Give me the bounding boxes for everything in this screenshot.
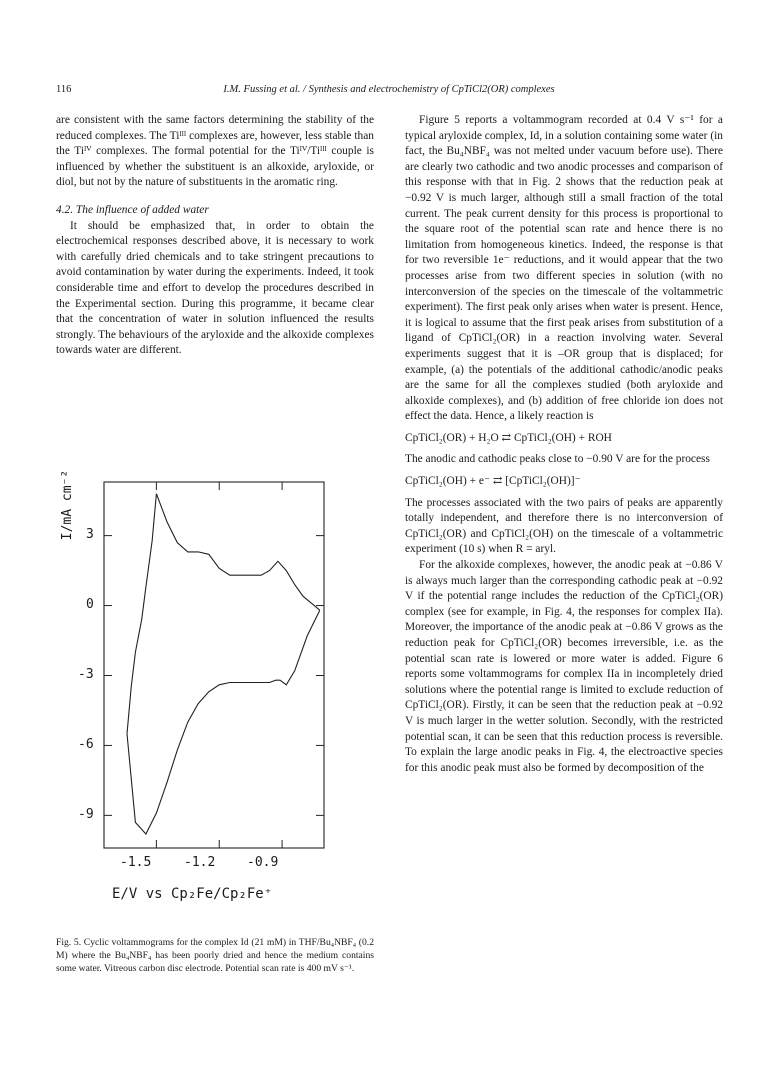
running-head: I.M. Fussing et al. / Synthesis and electrochemistry of CpTiCl2(OR) complexes	[223, 84, 555, 95]
plot-frame	[104, 482, 324, 848]
section-title: 4.2. The influence of added water	[56, 203, 209, 216]
page-number: 116	[56, 84, 72, 95]
right-paragraph-2: The anodic and cathodic peaks close to −0.90 V are for the process	[405, 453, 710, 466]
figure-5	[56, 468, 374, 928]
forward-scan-line	[127, 610, 320, 834]
figure-caption: Fig. 5. Cyclic voltammograms for the complex Id (21 mM) in THF/Bu₄NBF₄ (0.2 M) where the Bu₄NBF₄ has been poorly dried and hence the medium contains some water. Vitreous carbon disc electrode. Potential scan rate is 400 mV s⁻¹.	[56, 937, 374, 974]
y-tick-0: 0	[86, 597, 94, 612]
left-paragraph-2: It should be emphasized that, in order to obtain the electrochemical responses described above, it is necessary to work with carefully dried chemicals and to take stringent precautions to avoid contamination by water during the experiments. Indeed, it took considerable time and effort to develop the procedures described in the Experimental section. During this programme, it became clear that the concentration of water in solution influenced the results strongly. The behaviours of the aryloxide and the alkoxide complexes towards water are different.	[56, 219, 374, 357]
right-paragraph-4: For the alkoxide complexes, however, the anodic peak at −0.86 V is always much larger than the corresponding cathodic peak at −0.92 V if the potential range includes the reduction of the CpTiCl₂(OR) complex (see for example, in Fig. 4, the responses for complex IIa). Moreover, the importance of the anodic peak at −0.86 V grows as the reduction peak for CpTiCl₂(OR) becomes irreversible, i.e. as the potential scan rate is lowered or more water is added. Figure 6 reports some voltammograms for complex IIa in incompletely dried solutions where the potential range is limited to exclude reduction of CpTiCl₂(OR). Firstly, it can be seen that the reduction peak at −0.92 V is much larger in the wetter solution. Secondly, with the restricted potential scan, it can be seen that this reduction process is reversible. To explain the large anodic peaks in Fig. 4, the electroactive species for this anodic peak must also be formed by decomposition of the	[405, 559, 723, 774]
x-tick-minus-0-9: -0.9	[247, 855, 279, 870]
right-column	[405, 113, 723, 776]
x-tick-minus-1-2: -1.2	[184, 855, 216, 870]
left-column	[56, 113, 374, 359]
reverse-scan-line	[127, 494, 320, 734]
y-axis-label: I/mA cm⁻²	[60, 469, 75, 541]
y-tick-minus-9: -9	[78, 807, 94, 822]
page-header	[56, 84, 722, 100]
y-tick-minus-6: -6	[78, 737, 94, 752]
x-axis-label: E/V vs Cp₂Fe/Cp₂Fe⁺	[112, 886, 273, 902]
right-paragraph-3: The processes associated with the two pairs of peaks are apparently totally independent, and therefore there is no interconversion of CpTiCl₂(OR) and CpTiCl₂(OH) on the timescale of a voltammetric experiment (10 s) when R = aryl.	[405, 496, 723, 556]
x-tick-minus-1-5: -1.5	[120, 855, 152, 870]
y-tick-3: 3	[86, 527, 94, 542]
equation-2: CpTiCl₂(OH) + e⁻ ⇄ [CpTiCl₂(OH)]⁻	[405, 475, 581, 488]
axis-ticks	[104, 482, 324, 848]
equation-1: CpTiCl₂(OR) + H₂O ⇄ CpTiCl₂(OH) + ROH	[405, 431, 612, 444]
left-paragraph-1: are consistent with the same factors determining the stability of the reduced complexes. The Tiᴵᴵᴵ complexes are, however, less stable than the Tiᴵⱽ complexes. The formal potential for the Tiᴵⱽ/Tiᴵᴵᴵ couple is influenced by whether the substituent is an alkoxide, aryloxide, or diol, but not by the nature of substituents in the aromatic ring.	[56, 114, 374, 189]
y-tick-minus-3: -3	[78, 667, 94, 682]
right-paragraph-1: Figure 5 reports a voltammogram recorded at 0.4 V s⁻¹ for a typical aryloxide complex, Id, in a solution containing some water (in fact, the Bu₄NBF₄ was not melted under vacuum before use). There are clearly two cathodic and two anodic processes and comparison of this response with that in Fig. 2 shows that the reduction peak at −0.92 V is much larger, although still a small fraction of the total current. The peak current density for this process is proportional to the square root of the potential scan rate and hence there is no limitation from homogeneous kinetics. Indeed, the response is that for two reversible 1e⁻ reductions, and it would appear that the two processes arise from two different species in solution (with no interconversion of the species on the timescale of the voltammetric experiment). The first peak only arises when water is present. Hence, it is logical to assume that the first peak arises from substitution of a ligand of CpTiCl₂(OR) in a reaction involving water. Several experiments suggest that it is –OR group that is displaced; for example, (a) the potentials of the additional cathodic/anodic peaks are the same for all the complexes studied (both aryloxide and alkoxide complexes), and (b) addition of free chloride ion does not effect the data. Hence, a likely reaction is	[405, 114, 723, 423]
